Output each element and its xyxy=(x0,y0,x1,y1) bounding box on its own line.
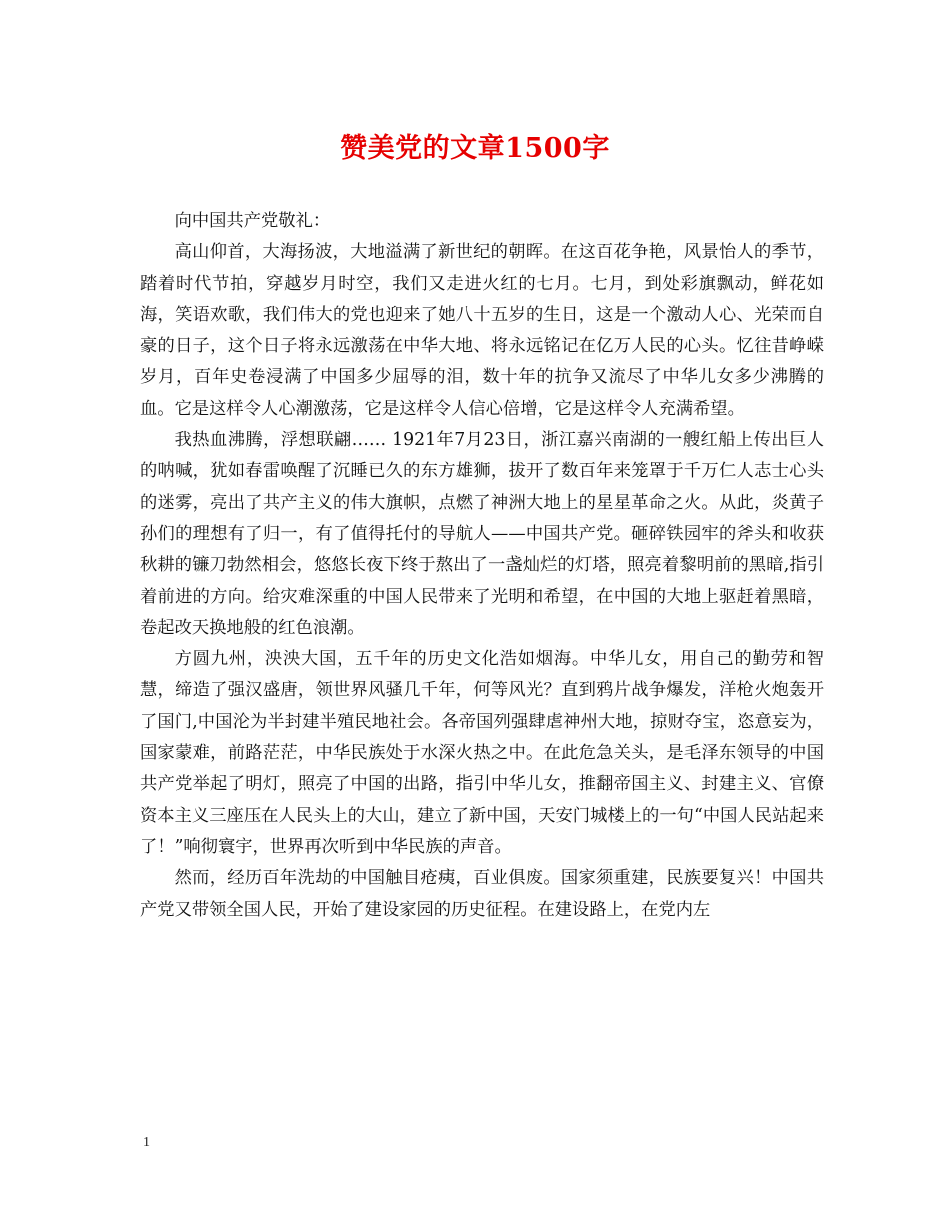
document-body xyxy=(140,206,824,926)
paragraph: 方圆九州，泱泱大国，五千年的历史文化浩如烟海。中华儿女，用自己的勤劳和智慧，缔造了强汉盛唐，领世界风骚几千年，何等风光？直到鸦片战争爆发，洋枪火炮轰开了国门,中国沦为半封建半殖民地社会。各帝国列强肆虐神州大地，掠财夺宝，恣意妄为，国家蒙难，前路茫茫，中华民族处于水深火热之中。在此危急关头，是毛泽东领导的中国共产党举起了明灯，照亮了中国的出路，指引中华儿女，推翻帝国主义、封建主义、官僚资本主义三座压在人民头上的大山，建立了新中国，天安门城楼上的一句“中国人民站起来了！”响彻寰宇，世界再次听到中华民族的声音。 xyxy=(140,649,824,857)
paragraph: 我热血沸腾，浮想联翩…… 1921年7月23日，浙江嘉兴南湖的一艘红船上传出巨人的呐喊，犹如春雷唤醒了沉睡已久的东方雄狮，拔开了数百年来笼罩于千万仁人志士心头的迷雾，亮出了共产主义的伟大旗帜，点燃了神洲大地上的星星革命之火。从此，炎黄子孙们的理想有了归一，有了值得托付的导航人——中国共产党。砸碎铁园牢的斧头和收获秋耕的镰刀勃然相会，悠悠长夜下终于熬出了一盏灿烂的灯塔，照亮着黎明前的黑暗,指引着前进的方向。给灾难深重的中国人民带来了光明和希望，在中国的大地上驱赶着黑暗，卷起改天换地般的红色浪潮。 xyxy=(140,430,824,638)
page-number: 1 xyxy=(143,1135,150,1150)
document-title: 赞美党的文章1500字 xyxy=(340,133,610,164)
salutation: 向中国共产党敬礼： xyxy=(174,211,331,231)
paragraph: 高山仰首，大海扬波，大地溢满了新世纪的朝晖。在这百花争艳，风景怡人的季节，踏着时代节拍，穿越岁月时空，我们又走进火红的七月。七月，到处彩旗飘动，鲜花如海，笑语欢歌，我们伟大的党也迎来了她八十五岁的生日，这是一个激动人心、光荣而自豪的日子，这个日子将永远激荡在中华大地、将永远铭记在亿万人民的心头。忆往昔峥嵘岁月，百年史卷浸满了中国多少屈辱的泪，数十年的抗争又流尽了中华儿女多少沸腾的血。它是这样令人心潮激荡，它是这样令人信心倍增，它是这样令人充满希望。 xyxy=(140,242,824,419)
paragraph: 然而，经历百年洗劫的中国触目疮痍，百业俱废。国家须重建，民族要复兴！中国共产党又带领全国人民，开始了建设家园的历史征程。在建设路上，在党内左 xyxy=(140,868,824,920)
